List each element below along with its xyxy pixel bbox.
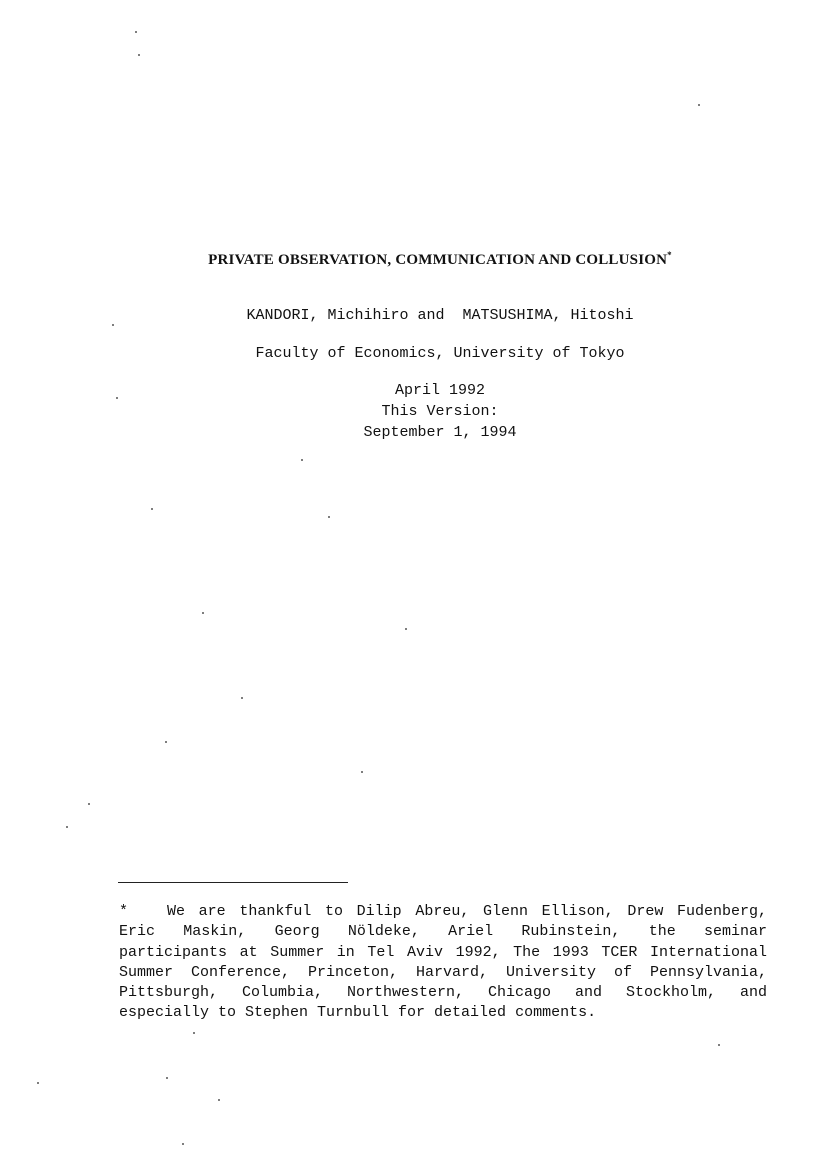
scan-speck [138, 54, 140, 56]
scan-speck [361, 771, 363, 773]
scan-speck [37, 1082, 39, 1084]
scan-speck [116, 397, 118, 399]
footnote-line-text: We are thankful to Dilip Abreu, Glenn Ellison, Drew Fudenberg, [167, 903, 767, 920]
footnote-line: Pittsburgh, Columbia, Northwestern, Chicago and Stockholm, and [119, 984, 767, 1002]
scan-speck [193, 1032, 195, 1034]
scan-speck [718, 1044, 720, 1046]
footnote-marker: * [119, 903, 129, 920]
footnote-line [119, 902, 767, 922]
footnote-line: Eric Maskin, Georg Nöldeke, Ariel Rubinstein, the seminar [119, 923, 767, 941]
scan-speck [135, 31, 137, 33]
scan-speck [112, 324, 114, 326]
version-label: This Version: [381, 403, 499, 420]
paper-title-text: PRIVATE OBSERVATION, COMMUNICATION AND COLLUSION [208, 252, 668, 268]
original-date: April 1992 [394, 382, 485, 399]
scan-speck [218, 1099, 220, 1101]
footnote-line: participants at Summer in Tel Aviv 1992, The 1993 TCER International [119, 943, 767, 961]
footnote-separator [118, 882, 348, 883]
scan-speck [151, 508, 153, 510]
scan-speck [405, 628, 407, 630]
version-date: September 1, 1994 [363, 424, 517, 441]
author-affiliation: Faculty of Economics, University of Tokyo [255, 345, 625, 362]
title-footnote-marker: * [667, 250, 672, 260]
scan-speck [328, 516, 330, 518]
scan-speck [182, 1143, 184, 1145]
scan-speck [166, 1077, 168, 1079]
scan-speck [241, 697, 243, 699]
footnote-line: Summer Conference, Princeton, Harvard, University of Pennsylvania, [119, 963, 767, 981]
scan-speck [301, 459, 303, 461]
author-names: KANDORI, Michihiro and MATSUSHIMA, Hitoshi [246, 307, 634, 324]
scan-speck [165, 741, 167, 743]
scan-speck [698, 104, 700, 106]
paper-title [120, 252, 760, 269]
footnote-line: especially to Stephen Turnbull for detailed comments. [119, 1004, 597, 1022]
scan-speck [66, 826, 68, 828]
scan-speck [88, 803, 90, 805]
scan-speck [202, 612, 204, 614]
acknowledgement-footnote [119, 902, 767, 1024]
